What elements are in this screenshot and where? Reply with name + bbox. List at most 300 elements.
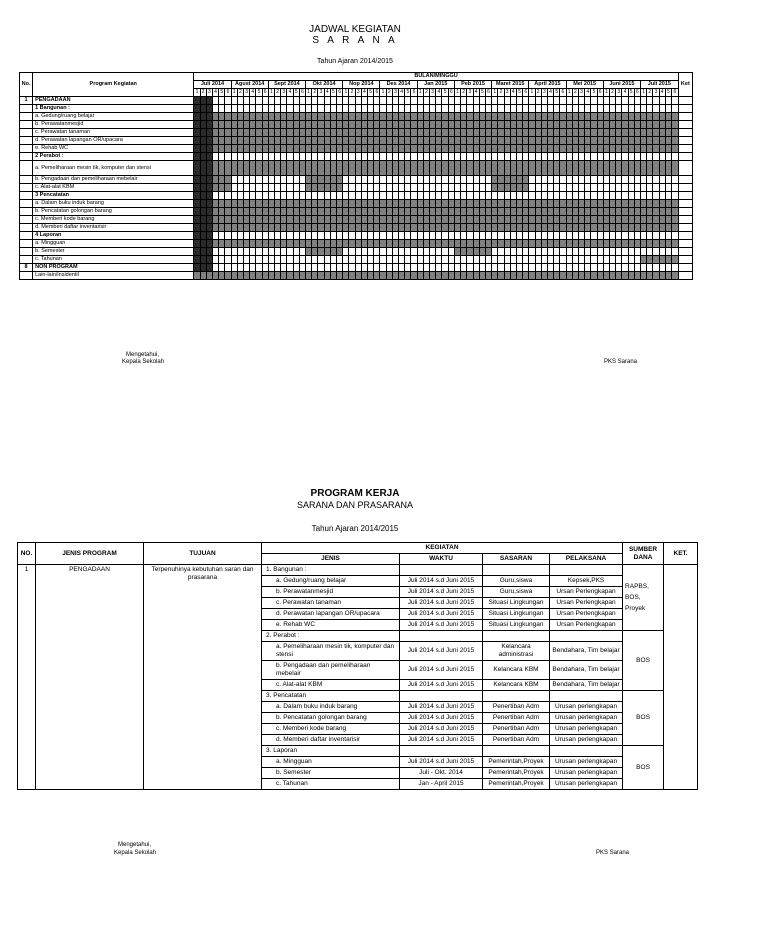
week-number: 1 xyxy=(530,89,534,95)
sumber-dana-value: Proyek xyxy=(625,604,646,612)
week-cell xyxy=(672,121,679,129)
week-number: 2 xyxy=(611,89,614,95)
activity-label: PENGADAAN xyxy=(33,97,194,105)
week-cell xyxy=(672,232,679,240)
week-cell xyxy=(672,224,679,232)
week-number: 5 xyxy=(629,89,633,95)
schedule-row xyxy=(20,176,693,184)
week-number: 6 xyxy=(375,89,379,95)
doc1-sig-right: PKS Sarana xyxy=(604,359,638,365)
activity-sasaran xyxy=(483,631,550,642)
activity-name: a. Dalam buku induk barang xyxy=(262,702,400,713)
activity-waktu: Juli 2014 s.d Juni 2015 xyxy=(400,724,483,735)
month-header: Okt 2014 xyxy=(306,81,343,89)
week-number: 5 xyxy=(555,89,559,95)
activity-sasaran: Pemerintah,Proyek xyxy=(483,779,550,790)
activity-pelaksana: Urusan perlengkapan xyxy=(550,768,623,779)
activity-pelaksana: Ursan Perlengkapan xyxy=(550,609,623,620)
activity-sasaran: Penertiban Adm xyxy=(483,724,550,735)
activity-name: d. Memberi daftar inventarisir xyxy=(262,735,400,746)
schedule-row xyxy=(20,240,693,248)
month-header: Juni 2015 xyxy=(603,81,640,89)
activity-group: 1. Bangunan : xyxy=(262,565,400,576)
col-bulan-minggu: BULAN/MINGGU xyxy=(194,73,678,81)
activity-sasaran: Pemerintah,Proyek xyxy=(483,757,550,768)
schedule-row xyxy=(20,137,693,145)
month-header: Maret 2015 xyxy=(492,81,529,89)
week-number: 1 xyxy=(642,89,645,95)
row-number xyxy=(20,113,33,121)
month-header: Des 2014 xyxy=(380,81,417,89)
activity-waktu: Juli 2014 s.d Juni 2015 xyxy=(400,642,483,661)
program-goal: Terpenuhinya kebutuhan saran dan prasarana xyxy=(144,565,262,790)
activity-label: c. Alat-alat KBM xyxy=(33,184,194,192)
week-number: 4 xyxy=(586,89,590,95)
activity-label: 2 Perabot : xyxy=(33,153,194,161)
schedule-row xyxy=(20,129,693,137)
sumber-dana-value: BOS, xyxy=(625,593,641,601)
row-number xyxy=(20,224,33,232)
week-cell xyxy=(672,240,679,248)
schedule-row xyxy=(20,105,693,113)
activity-waktu: Juli 2014 s.d Juni 2015 xyxy=(400,735,483,746)
week-cell xyxy=(672,200,679,208)
week-number: 3 xyxy=(319,89,323,95)
activity-sasaran: Penertiban Adm xyxy=(483,735,550,746)
schedule-row xyxy=(20,232,693,240)
activity-sasaran xyxy=(483,691,550,702)
week-number: 4 xyxy=(660,89,664,95)
activity-waktu: Juli 2014 s.d Juni 2015 xyxy=(400,661,483,680)
schedule-row xyxy=(20,113,693,121)
row-number xyxy=(20,248,33,256)
week-number: 6 xyxy=(635,89,639,95)
schedule-row xyxy=(20,121,693,129)
sumber-dana xyxy=(623,691,664,746)
row-number xyxy=(20,184,33,192)
week-number: 2 xyxy=(573,89,577,95)
week-cell xyxy=(672,208,679,216)
row-number xyxy=(20,129,33,137)
activity-group: 3. Pencatatan xyxy=(262,691,400,702)
ket-cell xyxy=(678,272,692,280)
week-number: 3 xyxy=(207,89,211,95)
ket-cell xyxy=(678,97,692,105)
week-number: 6 xyxy=(487,89,490,95)
week-number: 1 xyxy=(493,89,497,95)
week-cell xyxy=(672,272,679,280)
row-number xyxy=(20,216,33,224)
activity-label: d. Memberi daftar inventarisir xyxy=(33,224,194,232)
ket-cell xyxy=(678,113,692,121)
activity-sasaran: Situasi Lingkungan xyxy=(483,598,550,609)
week-number: 5 xyxy=(518,89,521,95)
row-number xyxy=(20,200,33,208)
doc1-year: Tahun Ajaran 2014/2015 xyxy=(317,58,393,65)
week-number: 5 xyxy=(332,89,335,95)
activity-name: a. Gedung/ruang belajar xyxy=(262,576,400,587)
sumber-dana-value: BOS xyxy=(636,656,650,664)
doc2-sig-right: PKS Sarana xyxy=(596,850,630,856)
activity-label: NON PROGRAM xyxy=(33,264,194,272)
activity-sasaran: Pemerintah,Proyek xyxy=(483,768,550,779)
week-number: 6 xyxy=(561,89,565,95)
activity-sasaran: Kelancara KBM xyxy=(483,661,550,680)
activity-pelaksana: Bendahara, Tim belajar xyxy=(550,680,623,691)
activity-name: a. Pemeliharaan mesin tik, komputer dan stensi xyxy=(262,642,400,661)
week-number: 5 xyxy=(294,89,298,95)
week-number: 4 xyxy=(437,89,441,95)
week-number: 3 xyxy=(282,89,286,95)
ket-cell xyxy=(678,184,692,192)
week-number: 5 xyxy=(257,89,261,95)
activity-waktu: Juli - Okt. 2014 xyxy=(400,768,483,779)
activity-sasaran: Kelancara administrasi xyxy=(483,642,550,661)
week-number: 4 xyxy=(325,89,329,95)
schedule-row xyxy=(20,248,693,256)
month-header: Mei 2015 xyxy=(566,81,603,89)
activity-name: c. Alat-alat KBM xyxy=(262,680,400,691)
doc2-year: Tahun Ajaran 2014/2015 xyxy=(311,524,399,533)
ket-cell xyxy=(678,232,692,240)
row-number: 8 xyxy=(20,264,33,272)
activity-name: b. Semester xyxy=(262,768,400,779)
schedule-row xyxy=(20,153,693,161)
schedule-row xyxy=(20,97,693,105)
activity-label: a. Pemeliharaan mesin tik, komputer dan stensi xyxy=(33,161,194,176)
ket-cell xyxy=(678,216,692,224)
h-jenis-program: JENIS PROGRAM xyxy=(36,543,144,565)
activity-sasaran: Guru,siswa xyxy=(483,587,550,598)
activity-pelaksana: Bendahara, Tim belajar xyxy=(550,661,623,680)
month-header: Jan 2015 xyxy=(417,81,454,89)
week-number: 6 xyxy=(226,89,230,95)
week-number: 6 xyxy=(449,89,453,95)
program-row xyxy=(18,565,698,576)
month-header: Peb 2015 xyxy=(454,81,491,89)
doc2-title: PROGRAM KERJA xyxy=(310,488,400,499)
activity-waktu: Jan - April 2015 xyxy=(400,779,483,790)
week-number: 2 xyxy=(499,89,503,95)
schedule-row xyxy=(20,184,693,192)
week-number: 2 xyxy=(425,89,428,95)
week-cell xyxy=(672,256,679,264)
ket-cell xyxy=(678,121,692,129)
h-ket: KET. xyxy=(664,543,698,565)
program-no: 1 xyxy=(18,565,36,790)
activity-label: d. Perawatan lapangan OR/upacara xyxy=(33,137,194,145)
col-ket: Ket xyxy=(678,73,692,97)
week-number: 2 xyxy=(350,89,354,95)
sumber-dana xyxy=(623,631,664,691)
h-pelaksana: PELAKSANA xyxy=(550,554,623,565)
activity-pelaksana: Ursan Perlengkapan xyxy=(550,598,623,609)
activity-waktu xyxy=(400,631,483,642)
activity-pelaksana: Urusan perlengkapan xyxy=(550,735,623,746)
activity-label: Lain-lain/insidentil xyxy=(33,272,194,280)
week-number: 4 xyxy=(363,89,366,95)
sumber-dana xyxy=(623,746,664,790)
week-cell xyxy=(672,153,679,161)
ket-cell xyxy=(678,208,692,216)
week-number: 2 xyxy=(536,89,540,95)
h-no: NO. xyxy=(18,543,36,565)
activity-name: b. Perawatanmesjid xyxy=(262,587,400,598)
week-cell xyxy=(672,248,679,256)
activity-pelaksana: Urusan perlengkapan xyxy=(550,724,623,735)
row-number xyxy=(20,232,33,240)
row-number xyxy=(20,153,33,161)
activity-name: c. Tahunan xyxy=(262,779,400,790)
week-number: 5 xyxy=(406,89,410,95)
week-number: 1 xyxy=(604,89,608,95)
month-header: Juli 2015 xyxy=(640,81,678,89)
activity-name: a. Mingguan xyxy=(262,757,400,768)
ket-cell xyxy=(678,200,692,208)
week-number: 1 xyxy=(418,89,422,95)
month-header: Nop 2014 xyxy=(343,81,380,89)
ket-cell xyxy=(678,161,692,176)
activity-sasaran: Penertiban Adm xyxy=(483,713,550,724)
activity-sasaran: Kelancara KBM xyxy=(483,680,550,691)
activity-group: 3. Laporan xyxy=(262,746,400,757)
schedule-row xyxy=(20,224,693,232)
ket-cell xyxy=(678,240,692,248)
month-header: Juli 2014 xyxy=(194,81,231,89)
week-number: 2 xyxy=(648,89,652,95)
week-number: 6 xyxy=(598,89,602,95)
week-number: 3 xyxy=(356,89,360,95)
activity-waktu: Juli 2014 s.d Juni 2015 xyxy=(400,757,483,768)
activity-sasaran xyxy=(483,565,550,576)
week-number: 4 xyxy=(623,89,627,95)
activity-label: 3 Pencatatan xyxy=(33,192,194,200)
ket-cell xyxy=(678,192,692,200)
schedule-row xyxy=(20,272,693,280)
activity-pelaksana: Urusan perlengkapan xyxy=(550,779,623,790)
schedule-row xyxy=(20,145,693,153)
row-number xyxy=(20,192,33,200)
week-number: 2 xyxy=(276,89,279,95)
activity-pelaksana: Ursan Perlengkapan xyxy=(550,587,623,598)
doc2-sig-left-2: Kepala Sekolah xyxy=(114,850,157,856)
ket-cell xyxy=(678,145,692,153)
week-cell xyxy=(672,129,679,137)
activity-pelaksana xyxy=(550,565,623,576)
ket-cell xyxy=(678,129,692,137)
activity-label: c. Tahunan xyxy=(33,256,194,264)
week-cell xyxy=(672,176,679,184)
activity-label: c. Perawatan tanaman xyxy=(33,129,194,137)
week-cell xyxy=(672,145,679,153)
activity-sasaran: Guru,siswa xyxy=(483,576,550,587)
week-number: 6 xyxy=(301,89,304,95)
activity-name: b. Pengadaan dan pemeliharaan mebelair xyxy=(262,661,400,680)
week-number: 1 xyxy=(381,89,385,95)
h-kegiatan: KEGIATAN xyxy=(262,543,623,554)
ket-cell xyxy=(678,176,692,184)
activity-label: e. Rehab WC xyxy=(33,145,194,153)
activity-pelaksana xyxy=(550,631,623,642)
week-cell xyxy=(672,97,679,105)
row-number xyxy=(20,176,33,184)
week-number: 3 xyxy=(431,89,435,95)
week-number: 5 xyxy=(369,89,373,95)
h-tujuan: TUJUAN xyxy=(144,543,262,565)
ket-cell xyxy=(678,105,692,113)
activity-label: c. Memberi kode barang xyxy=(33,216,194,224)
activity-label: a. Mingguan xyxy=(33,240,194,248)
week-number: 2 xyxy=(313,89,317,95)
ket-cell xyxy=(678,248,692,256)
week-number: 2 xyxy=(238,89,242,95)
activity-pelaksana: Urusan perlengkapan xyxy=(550,757,623,768)
activity-name: c. Memberi kode barang xyxy=(262,724,400,735)
doc1-sig-left-1: Mengetahui, xyxy=(126,352,160,358)
program-table xyxy=(17,542,698,790)
week-number: 3 xyxy=(505,89,509,95)
activity-pelaksana: Kepsek,PKS xyxy=(550,576,623,587)
schedule-row xyxy=(20,256,693,264)
week-number: 4 xyxy=(511,89,515,95)
week-number: 3 xyxy=(245,89,248,95)
activity-sasaran: Situasi Lingkungan xyxy=(483,609,550,620)
week-number: 1 xyxy=(270,89,273,95)
doc2-subtitle: SARANA DAN PRASARANA xyxy=(296,500,414,510)
week-number: 3 xyxy=(654,89,658,95)
sumber-dana-value: RAPBS, xyxy=(625,582,649,590)
sumber-dana xyxy=(623,565,664,631)
row-number xyxy=(20,240,33,248)
row-number xyxy=(20,208,33,216)
activity-waktu xyxy=(400,746,483,757)
week-number: 4 xyxy=(251,89,255,95)
week-cell xyxy=(672,264,679,272)
week-cell xyxy=(672,184,679,192)
ket-cell xyxy=(678,264,692,272)
week-number: 2 xyxy=(201,89,205,95)
activity-pelaksana: Bendahara, Tim belajar xyxy=(550,642,623,661)
activity-sasaran: Penertiban Adm xyxy=(483,702,550,713)
row-number xyxy=(20,105,33,113)
h-jenis: JENIS xyxy=(262,554,400,565)
activity-label: b. Semester xyxy=(33,248,194,256)
row-number xyxy=(20,121,33,129)
week-number: 6 xyxy=(673,89,677,95)
activity-label: b. Perawatanmesjid xyxy=(33,121,194,129)
week-number: 3 xyxy=(468,89,472,95)
activity-waktu: Juli 2014 s.d Juni 2015 xyxy=(400,598,483,609)
week-number: 4 xyxy=(549,89,552,95)
activity-waktu xyxy=(400,565,483,576)
week-cell xyxy=(672,113,679,121)
activity-waktu: Juli 2014 s.d Juni 2015 xyxy=(400,587,483,598)
week-number: 4 xyxy=(288,89,292,95)
week-number: 1 xyxy=(232,89,236,95)
week-number: 4 xyxy=(474,89,478,95)
ket-cell xyxy=(678,153,692,161)
month-header: Sept 2014 xyxy=(268,81,305,89)
schedule-table xyxy=(19,72,693,280)
activity-label: 1 Bangunan : xyxy=(33,105,194,113)
week-number: 1 xyxy=(456,89,459,95)
h-sasaran: SASARAN xyxy=(483,554,550,565)
activity-label: a. Dalam buku induk barang xyxy=(33,200,194,208)
col-program: Program Kegiatan xyxy=(33,73,194,97)
week-number: 5 xyxy=(443,89,447,95)
week-number: 6 xyxy=(263,89,267,95)
ket-cell xyxy=(664,565,698,790)
activity-name: c. Perawatan tanaman xyxy=(262,598,400,609)
week-number: 5 xyxy=(667,89,670,95)
activity-label: b. Pengadaan dan pemeliharaan mebelair xyxy=(33,176,194,184)
week-number: 4 xyxy=(214,89,217,95)
schedule-row xyxy=(20,264,693,272)
ket-cell xyxy=(678,256,692,264)
month-header: April 2015 xyxy=(529,81,566,89)
activity-pelaksana xyxy=(550,691,623,702)
row-number xyxy=(20,272,33,280)
activity-group: 2. Perabot : xyxy=(262,631,400,642)
row-number: 1 xyxy=(20,97,33,105)
activity-pelaksana: Ursan Perlengkapan xyxy=(550,620,623,631)
row-number xyxy=(20,145,33,153)
week-number: 3 xyxy=(394,89,397,95)
week-number: 1 xyxy=(307,89,310,95)
program-name: PENGADAAN xyxy=(36,565,144,790)
week-number: 5 xyxy=(480,89,484,95)
activity-label: b. Pencatatan golongan barang xyxy=(33,208,194,216)
doc1-subtitle: S A R A N A xyxy=(312,35,398,46)
activity-waktu: Juli 2014 s.d Juni 2015 xyxy=(400,702,483,713)
row-number xyxy=(20,161,33,176)
activity-name: e. Rehab WC xyxy=(262,620,400,631)
activity-pelaksana: Urusan perlengkapan xyxy=(550,702,623,713)
week-number: 6 xyxy=(524,89,528,95)
week-number: 5 xyxy=(220,89,224,95)
schedule-row xyxy=(20,161,693,176)
col-no: No. xyxy=(20,73,33,97)
week-number: 3 xyxy=(542,89,546,95)
week-number: 4 xyxy=(400,89,404,95)
week-number: 1 xyxy=(567,89,571,95)
activity-pelaksana xyxy=(550,746,623,757)
doc1-title: JADWAL KEGIATAN xyxy=(309,24,401,35)
doc2-sig-left-1: Mengetahui, xyxy=(118,842,152,848)
activity-label: 4 Laporan xyxy=(33,232,194,240)
week-number: 6 xyxy=(412,89,416,95)
h-waktu: WAKTU xyxy=(400,554,483,565)
activity-sasaran xyxy=(483,746,550,757)
week-number: 2 xyxy=(462,89,466,95)
activity-sasaran: Situasi Lingkungan xyxy=(483,620,550,631)
week-cell xyxy=(672,192,679,200)
ket-cell xyxy=(678,224,692,232)
week-cell xyxy=(672,105,679,113)
schedule-row xyxy=(20,208,693,216)
week-number: 6 xyxy=(338,89,342,95)
row-number xyxy=(20,256,33,264)
schedule-row xyxy=(20,216,693,224)
week-number: 5 xyxy=(592,89,596,95)
activity-waktu: Juli 2014 s.d Juni 2015 xyxy=(400,609,483,620)
week-number: 3 xyxy=(580,89,583,95)
activity-waktu xyxy=(400,691,483,702)
sumber-dana-value: BOS xyxy=(636,714,650,721)
week-cell xyxy=(672,161,679,176)
activity-name: b. Pencatatan golongan barang xyxy=(262,713,400,724)
week-number: 2 xyxy=(387,89,391,95)
